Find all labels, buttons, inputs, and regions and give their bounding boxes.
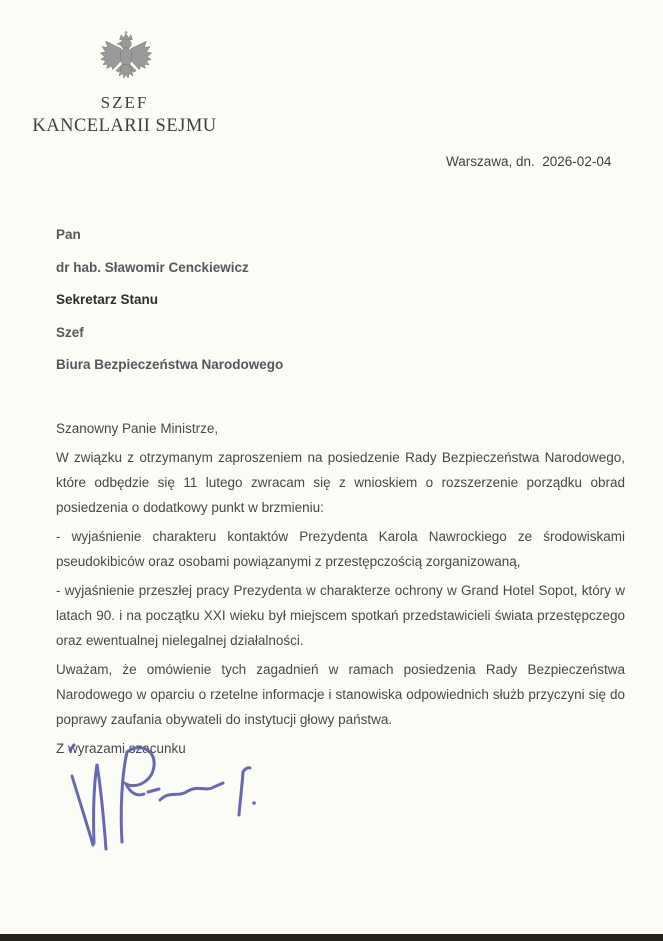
salutation: Szanowny Panie Ministrze,: [56, 421, 219, 436]
letterhead-line2: KANCELARII SEJMU: [32, 116, 217, 136]
scan-edge-bar: [0, 934, 663, 941]
recipient-line-title: Sekretarz Stanu: [56, 292, 159, 307]
paragraph-bullet-1: - wyjaśnienie charakteru kontaktów Prezydenta Karola Nawrockiego ze środowiskami pseudokibiców oraz osobami powiązanymi z przestępczością zorganizowaną,: [56, 529, 625, 569]
paragraph-conclusion: Uważam, że omówienie tych zagadnień w ramach posiedzenia Rady Bezpieczeństwa Narodowego w oparciu o rzetelne informacje i stanowiska odpowiednich służb przyczyni się do poprawy zaufania obywateli do instytucji głowy państwa.: [56, 662, 625, 727]
recipient-line-pan: Pan: [56, 227, 81, 242]
recipient-line-name: dr hab. Sławomir Cenckiewicz: [56, 259, 249, 275]
recipient-block: [56, 219, 283, 382]
letterhead-line1: SZEF: [100, 93, 149, 112]
closing-phrase: Z wyrazami szacunku: [56, 741, 186, 756]
recipient-line-role: Szef: [56, 324, 84, 340]
letter-body: [56, 416, 625, 761]
recipient-line-office: Biura Bezpieczeństwa Narodowego: [56, 357, 284, 372]
polish-eagle-emblem-icon: [99, 31, 153, 91]
paragraph-bullet-2: - wyjaśnienie przeszłej pracy Prezydenta w charakterze ochrony w Grand Hotel Sopot, który w latach 90. i na początku XXI wieku był miejscem spotkań przedstawicieli świata przestępczego oraz ewentualnej nielegalnej działalności.: [56, 583, 625, 648]
letterhead-title: [22, 93, 227, 137]
handwritten-signature: [60, 740, 300, 855]
paragraph-intro: W związku z otrzymanym zaproszeniem na posiedzenie Rady Bezpieczeństwa Narodowego, które odbędzie się 11 lutego zwracam się z wnioskiem o rozszerzenie porządku obrad posiedzenia o dodatkowy punkt w brzmieniu:: [56, 450, 625, 515]
date-line: Warszawa, dn. 2026-02-04: [446, 154, 612, 169]
